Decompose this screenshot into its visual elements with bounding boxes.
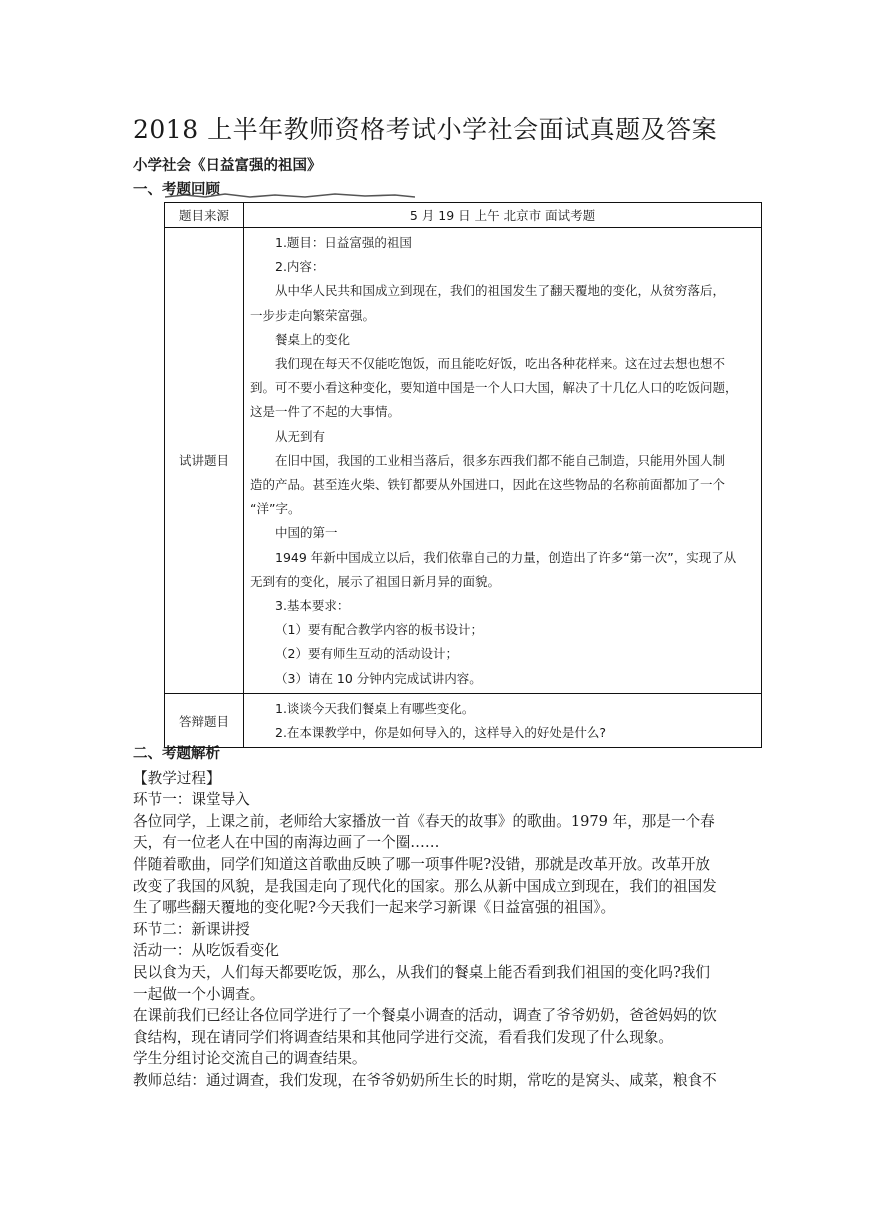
analysis-body: [133, 746, 753, 1092]
lecture-lines: [244, 228, 761, 693]
page-title: 2018 上半年教师资格考试小学社会面试真题及答案: [133, 115, 718, 144]
paragraph-line: 环节二：新课讲授: [133, 920, 250, 938]
handwritten-scribble: [165, 192, 415, 199]
section-heading-analysis: 二、考题解析: [133, 746, 220, 762]
table-line: 从中华人民共和国成立到现在，我们的祖国发生了翻天覆地的变化，从贫穷落后，: [275, 283, 726, 299]
defense-label: 答辩题目: [165, 693, 244, 747]
table-line: 我们现在每天不仅能吃饱饭，而且能吃好饭，吃出各种花样来。这在过去想也想不: [275, 356, 726, 372]
table-line: 无到有的变化，展示了祖国日新月异的面貌。: [250, 573, 501, 589]
paragraph-line: 改变了我国的风貌，是我国走向了现代化的国家。那么从新中国成立到现在，我们的祖国发: [133, 877, 717, 895]
paragraph-line: 在课前我们已经让各位同学进行了一个餐桌小调查的活动，调查了爷爷奶奶，爸爸妈妈的饮: [133, 1007, 717, 1025]
defense-content: [244, 693, 762, 747]
paragraph-line: 食结构，现在请同学们将调查结果和其他同学进行交流，看看我们发现了什么现象。: [133, 1028, 673, 1046]
table-line: 餐桌上的变化: [275, 331, 351, 347]
table-line: 这是一件了不起的大事情。: [250, 404, 401, 420]
defense-lines: [244, 694, 761, 747]
table-line: 1.题目：日益富强的祖国: [275, 235, 412, 250]
paragraph-line: 环节一：课堂导入: [133, 791, 250, 809]
table-line: 2.在本课教学中，你是如何导入的，这样导入的好处是什么?: [275, 725, 607, 741]
table-line: （3）请在 10 分钟内完成试讲内容。: [275, 670, 482, 686]
source-value: 5 月 19 日 上午 北京市 面试考题: [244, 203, 762, 228]
table-line: 中国的第一: [275, 525, 338, 541]
paragraph-line: 各位同学，上课之前，老师给大家播放一首《春天的故事》的歌曲。1979 年，那是一个春: [133, 812, 715, 830]
question-table: [164, 202, 762, 748]
lesson-subtitle: 小学社会《日益富强的祖国》: [133, 158, 322, 174]
paragraph-line: 一起做一个小调查。: [133, 985, 265, 1003]
paragraph-line: 天，有一位老人在中国的南海边画了一个圈……: [133, 834, 440, 852]
table-line: 1949 年新中国成立以后，我们依靠自己的力量，创造出了许多“第一次”，实现了从: [275, 549, 737, 565]
table-row-source: [165, 203, 762, 228]
paragraph-line: 伴随着歌曲，同学们知道这首歌曲反映了哪一项事件呢?没错，那就是改革开放。改革开放: [133, 855, 710, 873]
table-line: （2）要有师生互动的活动设计；: [275, 646, 458, 662]
paragraph-line: 【教学过程】: [133, 769, 221, 787]
lecture-label: 试讲题目: [165, 228, 244, 694]
paragraph-line: 活动一：从吃饭看变化: [133, 942, 279, 960]
table-line: 3.基本要求：: [275, 598, 350, 614]
table-line: 造的产品。甚至连火柴、铁钉都要从外国进口，因此在这些物品的名称前面都加了一个: [250, 477, 726, 493]
lecture-content: [244, 228, 762, 694]
paragraph-line: 教师总结：通过调查，我们发现，在爷爷奶奶所生长的时期，常吃的是窝头、咸菜，粮食不: [133, 1071, 717, 1089]
table-line: 到。可不要小看这种变化，要知道中国是一个人口大国，解决了十几亿人口的吃饭问题，: [250, 380, 738, 396]
analysis-lines: [133, 768, 753, 1092]
section-heading-review: 一、考题回顾: [133, 182, 220, 198]
table-line: “洋”字。: [250, 501, 301, 517]
table-line: 在旧中国，我国的工业相当落后，很多东西我们都不能自己制造，只能用外国人制: [275, 452, 726, 468]
table-line: 一步步走向繁荣富强。: [250, 307, 376, 323]
table-row-defense: [165, 693, 762, 747]
source-label: 题目来源: [165, 203, 244, 228]
paragraph-line: 学生分组讨论交流自己的调查结果。: [133, 1050, 367, 1068]
table-line: 2.内容：: [275, 259, 325, 275]
paragraph-line: 民以食为天，人们每天都要吃饭，那么，从我们的餐桌上能否看到我们祖国的变化吗?我们: [133, 963, 710, 981]
table-row-lecture: [165, 228, 762, 694]
table-line: （1）要有配合教学内容的板书设计；: [275, 622, 483, 638]
paragraph-line: 生了哪些翻天覆地的变化呢?今天我们一起来学习新课《日益富强的祖国》。: [133, 899, 616, 917]
table-line: 从无到有: [275, 428, 326, 444]
table-line: 1.谈谈今天我们餐桌上有哪些变化。: [275, 700, 475, 716]
